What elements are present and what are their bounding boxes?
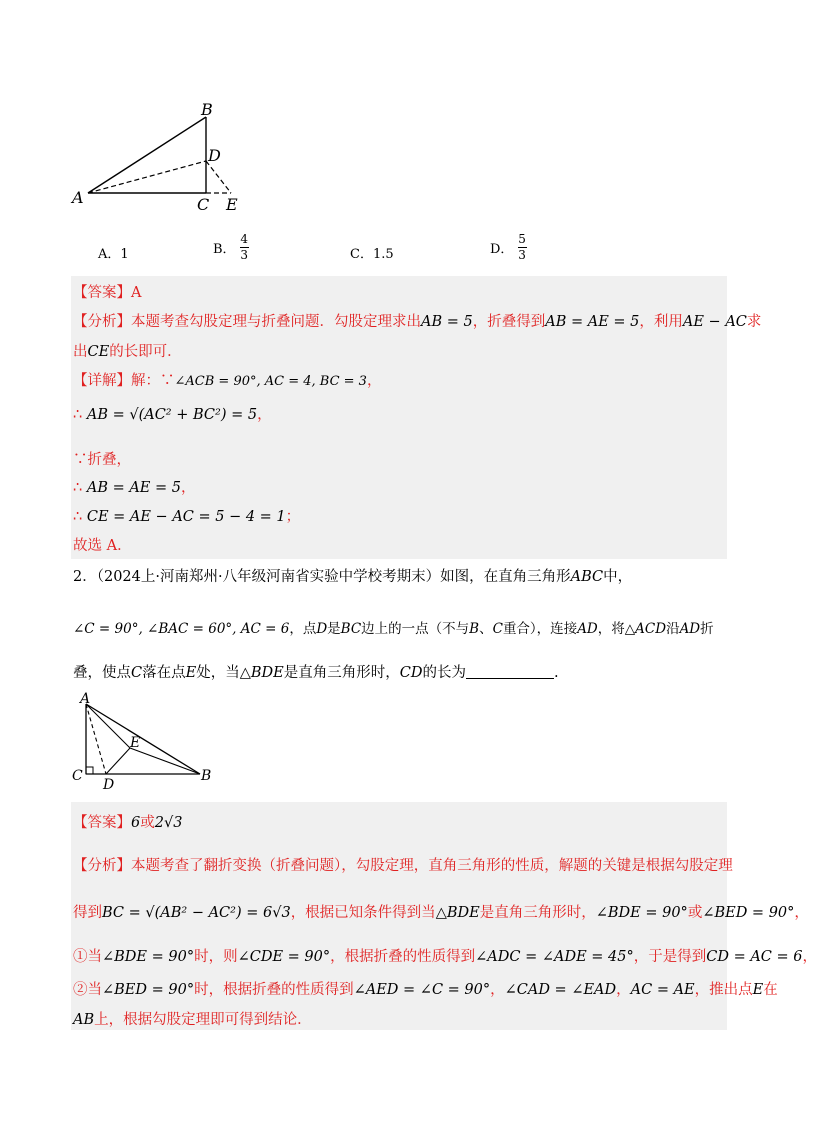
c2-m1: ∠BED = 90° <box>102 982 195 998</box>
c2d: ， <box>616 982 631 998</box>
option-b-den: 3 <box>240 248 249 262</box>
detail-step-4 <box>73 507 300 527</box>
step-1-math: AB = √(AC² + BC²) = 5 <box>86 407 258 423</box>
step-4-math: CE = AE − AC = 5 − 4 = 1 <box>86 509 286 525</box>
c1a: ①当 <box>73 949 102 965</box>
label-b: B <box>201 100 213 119</box>
option-c-value: 1.5 <box>372 247 394 262</box>
c1-m3: ∠ADC = ∠ADE = 45° <box>475 949 634 965</box>
option-a-value: 1 <box>120 247 129 262</box>
detail-final: 故选 A． <box>73 538 132 554</box>
option-b-num: 4 <box>240 232 249 246</box>
analysis-2-conclusion <box>73 1010 312 1030</box>
answer-2-value-a: 6 <box>131 815 141 831</box>
q2-l3e2: 的长为 <box>422 665 466 681</box>
step-4-end: ； <box>285 509 301 525</box>
option-b-letter: B． <box>213 242 236 257</box>
analysis-2-text-1: 本题考查了翻折变换（折叠问题），勾股定理，直角三角形的性质，解题的关键是根据勾股定理 <box>131 858 733 874</box>
fig2-label-d: D <box>103 777 115 793</box>
q2-l3c2: 处，当 <box>196 665 240 681</box>
analysis-2-tag: 【分析】 <box>73 858 131 874</box>
answer-1-tag: 【答案】A <box>73 285 142 301</box>
analysis-1-text-e: 出 <box>73 344 88 360</box>
label-d: D <box>208 146 221 165</box>
segment-de <box>206 161 231 193</box>
analysis-1-tag: 【分析】 <box>73 314 131 330</box>
c2-m2: ∠AED = ∠C = 90° <box>353 982 491 998</box>
analysis-1-text-f: 的长即可． <box>109 344 182 360</box>
analysis-1-text-c: ，利用 <box>639 314 683 330</box>
q2-t6: ，将 <box>597 621 625 637</box>
c2b: 时，根据折叠的性质得到 <box>194 982 354 998</box>
analysis-2-case2 <box>73 980 778 1000</box>
question-2-line3 <box>73 663 559 683</box>
detail-1-line <box>73 371 381 392</box>
q2-bc: BC <box>340 621 362 637</box>
q2-ad1: AD <box>577 621 598 637</box>
step-3-math: AB = AE = 5 <box>86 480 181 496</box>
q2-l3c: C <box>131 665 143 681</box>
q2-ad2: AD <box>679 621 701 637</box>
question-2-line2 <box>73 619 714 639</box>
an2-math: BC = √(AB² − AC²) = 6√3 <box>102 905 291 921</box>
analysis-1-math-3: AE − AC <box>682 314 747 330</box>
option-a-letter: A． <box>98 247 121 262</box>
analysis-2-line2 <box>73 903 809 923</box>
detail-step-1 <box>73 405 272 425</box>
q2-l3-cd: CD <box>399 665 423 681</box>
answer-2-line <box>73 813 182 833</box>
c3a: 上，根据勾股定理即可得到结论． <box>94 1012 312 1028</box>
option-d-num: 5 <box>518 232 526 246</box>
c1-m4: CD = AC = 6 <box>706 949 803 965</box>
c1b: 时，则 <box>194 949 238 965</box>
q2-d: D <box>316 621 328 637</box>
detail-1-comma: ， <box>366 373 382 389</box>
q2-t7: 沿 <box>666 621 680 637</box>
c1e: ， <box>802 949 817 965</box>
c2a: ②当 <box>73 982 102 998</box>
label-e: E <box>226 195 238 214</box>
analysis-1-math-1: AB = 5 <box>421 314 473 330</box>
q2-t5: 重合），连接 <box>502 621 578 637</box>
fig2-label-b: B <box>201 768 212 784</box>
fig2-label-e: E <box>130 735 141 751</box>
q2-b: B <box>469 621 480 637</box>
question-2-zhong: 中， <box>603 569 633 585</box>
option-b-fraction <box>240 233 249 262</box>
step-1-end: ， <box>257 407 272 423</box>
q2-l3d: 是直角三角形时， <box>283 665 400 681</box>
segment-ad <box>88 161 206 193</box>
q2-t8: 折 <box>700 621 714 637</box>
answer-2-value-b: 2√3 <box>154 815 183 831</box>
figure-2-triangle <box>68 692 218 792</box>
therefore-symbol-3: ∴ <box>73 480 83 496</box>
option-d <box>490 233 527 262</box>
c1d: ，于是得到 <box>633 949 707 965</box>
q2-l3e: E <box>185 665 197 681</box>
question-2-number: 2． <box>73 569 97 585</box>
c2e: ，推出点 <box>694 982 753 998</box>
option-d-den: 3 <box>518 248 526 262</box>
c2-m4: AC = AE <box>630 982 695 998</box>
q2-l3f: . <box>553 665 559 681</box>
analysis-1-text-b: ，折叠得到 <box>472 314 546 330</box>
an2-bde: △BDE <box>435 905 480 921</box>
q2-t1: ，点 <box>289 621 317 637</box>
c2f: 在 <box>763 982 778 998</box>
option-c <box>350 243 394 262</box>
analysis-1-math-2: AB = AE = 5 <box>545 314 640 330</box>
therefore-symbol-1: ∴ <box>73 407 83 423</box>
c3-ab: AB <box>73 1012 95 1028</box>
answer-2-tag: 【答案】 <box>73 815 131 831</box>
analysis-2-case1 <box>73 947 817 967</box>
q2-c: C <box>492 621 503 637</box>
label-c: C <box>197 195 210 214</box>
fig2-right-angle <box>86 767 93 774</box>
q2-l3a: 叠，使点 <box>73 665 131 681</box>
fig2-label-a: A <box>80 691 91 707</box>
detail-step-2: ∵折叠， <box>73 452 131 468</box>
c1-m2: ∠CDE = 90° <box>237 949 331 965</box>
option-d-letter: D． <box>490 242 514 257</box>
question-2-given: ∠C = 90°, ∠BAC = 60°, AC = 6 <box>73 621 290 637</box>
detail-1-math: ∠ACB = 90°, AC = 4, BC = 3 <box>174 374 367 389</box>
an2b: ，根据已知条件得到当 <box>290 905 436 921</box>
an2d: 或 <box>687 905 703 921</box>
analysis-1-math-4: CE <box>87 344 110 360</box>
label-a: A <box>72 188 84 207</box>
c1-m1: ∠BDE = 90° <box>102 949 195 965</box>
option-a <box>98 243 129 262</box>
step-3-end: ， <box>181 480 196 496</box>
c2c: ， <box>490 982 505 998</box>
option-d-fraction <box>518 233 527 262</box>
an2-math-2: ∠BDE = 90° <box>595 905 688 921</box>
fig2-label-c: C <box>72 768 83 784</box>
option-b <box>213 233 249 262</box>
q2-t3: 边上的一点（不与 <box>361 621 470 637</box>
analysis-1-text-d: 求 <box>746 314 762 330</box>
fig2-ab <box>86 704 200 774</box>
c2-e-point: E <box>752 982 764 998</box>
question-2-source: （2024上·河南郑州·八年级河南省实验中学校考期末）如图，在直角三角形 <box>96 569 571 585</box>
c2-m3: ∠CAD = ∠EAD <box>504 982 617 998</box>
c1c: ，根据折叠的性质得到 <box>330 949 476 965</box>
analysis-1-text-a: 本题考查勾股定理与折叠问题．勾股定理求出 <box>131 314 421 330</box>
detail-1-tag: 【详解】 <box>73 373 131 389</box>
an2a: 得到 <box>73 905 102 921</box>
an2c: 是直角三角形时， <box>479 905 596 921</box>
an2e: ， <box>794 905 809 921</box>
q2-acd: △ACD <box>624 621 667 637</box>
question-2-line1 <box>73 567 632 587</box>
figure-1-triangle <box>60 95 260 220</box>
answer-2-or: 或 <box>140 815 155 831</box>
q2-l3-bde: △BDE <box>239 665 284 681</box>
answer-blank[interactable] <box>466 664 554 679</box>
q2-l3b: 落在点 <box>142 665 186 681</box>
fig2-de <box>106 748 130 774</box>
segment-ab <box>88 117 206 193</box>
analysis-1-line2 <box>73 342 182 362</box>
detail-step-3 <box>73 478 196 498</box>
question-2-abc: ABC <box>570 569 604 585</box>
analysis-2-line1 <box>73 856 733 876</box>
q2-t2: 是 <box>327 621 341 637</box>
detail-1-text: 解：∵ <box>131 373 175 389</box>
analysis-1-line1 <box>73 312 761 332</box>
q2-t4: 、 <box>479 621 493 637</box>
option-c-letter: C． <box>350 247 373 262</box>
an2-math-3: ∠BED = 90° <box>702 905 795 921</box>
therefore-symbol-4: ∴ <box>73 509 83 525</box>
